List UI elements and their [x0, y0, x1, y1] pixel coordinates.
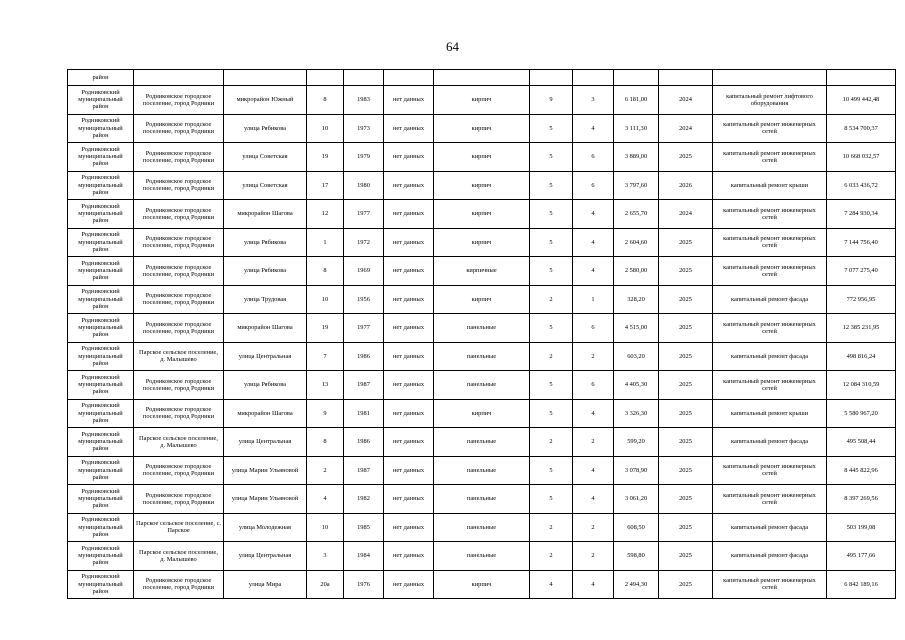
cost-cell: 7 144 756,40	[827, 228, 896, 257]
area-cell: 6 181,00	[614, 86, 659, 115]
renovation-year-cell: нет данных	[384, 371, 434, 400]
entrances-cell: 4	[573, 228, 614, 257]
work-type-cell: капитальный ремонт фасада	[713, 513, 827, 542]
plan-year-cell: 2025	[659, 570, 713, 599]
wall-material-cell: панельные	[434, 342, 530, 371]
table-row	[68, 428, 896, 457]
work-type-cell: капитальный ремонт инженерных сетей	[713, 228, 827, 257]
district-cell: Родниковский муниципальный район	[68, 513, 134, 542]
renovation-year-cell: нет данных	[384, 143, 434, 172]
house-number-cell: 10	[307, 114, 344, 143]
renovation-year-cell: нет данных	[384, 485, 434, 514]
street-cell: улица Рябикова	[224, 228, 307, 257]
street-cell: улица Центральная	[224, 342, 307, 371]
entrances-cell: 4	[573, 399, 614, 428]
renovation-year-cell: нет данных	[384, 314, 434, 343]
build-year-cell: 1977	[344, 200, 384, 229]
renovation-year-cell: нет данных	[384, 114, 434, 143]
district-cell: Родниковский муниципальный район	[68, 86, 134, 115]
build-year-cell: 1976	[344, 570, 384, 599]
plan-year-cell: 2025	[659, 371, 713, 400]
table-row	[68, 456, 896, 485]
plan-year-cell: 2025	[659, 485, 713, 514]
house-number-cell: 12	[307, 200, 344, 229]
house-number-cell: 8	[307, 257, 344, 286]
district-cell: Родниковский муниципальный район	[68, 570, 134, 599]
work-type-cell: капитальный ремонт инженерных сетей	[713, 314, 827, 343]
cost-cell: 5 580 967,20	[827, 399, 896, 428]
street-cell: микрорайон Шагова	[224, 200, 307, 229]
area-cell: 3 797,60	[614, 171, 659, 200]
floors-cell: 5	[530, 114, 573, 143]
district-cell: Родниковский муниципальный район	[68, 371, 134, 400]
street-cell: улица Центральная	[224, 428, 307, 457]
area-cell: 2 655,70	[614, 200, 659, 229]
table-row	[68, 513, 896, 542]
wall-material-cell: панельные	[434, 428, 530, 457]
build-year-cell: 1987	[344, 456, 384, 485]
house-number-cell: 17	[307, 171, 344, 200]
build-year-cell: 1979	[344, 143, 384, 172]
area-cell: 603,20	[614, 342, 659, 371]
plan-year-cell: 2025	[659, 228, 713, 257]
cost-cell: 10 668 032,57	[827, 143, 896, 172]
area-cell: 3 111,30	[614, 114, 659, 143]
street-cell: улица Марии Ульяновой	[224, 485, 307, 514]
house-number-cell: 20а	[307, 570, 344, 599]
plan-year-cell: 2025	[659, 542, 713, 571]
entrances-cell: 4	[573, 200, 614, 229]
cost-cell: 12 084 310,59	[827, 371, 896, 400]
street-cell: улица Трудовая	[224, 285, 307, 314]
area-cell: 2 580,00	[614, 257, 659, 286]
work-type-cell: капитальный ремонт инженерных сетей	[713, 114, 827, 143]
plan-year-cell: 2024	[659, 114, 713, 143]
entrances-cell: 6	[573, 371, 614, 400]
entrances-cell: 1	[573, 285, 614, 314]
wall-material-cell: кирпич	[434, 171, 530, 200]
floors-cell: 5	[530, 228, 573, 257]
house-number-cell: 10	[307, 513, 344, 542]
entrances-cell: 2	[573, 513, 614, 542]
street-cell: улица Рябикова	[224, 114, 307, 143]
work-type-cell: капитальный ремонт инженерных сетей	[713, 371, 827, 400]
wall-material-cell: кирпич	[434, 285, 530, 314]
entrances-cell: 4	[573, 456, 614, 485]
district-cell: Родниковский муниципальный район	[68, 456, 134, 485]
build-year-cell: 1982	[344, 485, 384, 514]
house-number-cell: 9	[307, 399, 344, 428]
wall-material-cell: панельные	[434, 314, 530, 343]
build-year-cell: 1983	[344, 86, 384, 115]
floors-cell: 2	[530, 342, 573, 371]
district-cell: Родниковский муниципальный район	[68, 314, 134, 343]
street-cell: микрорайон Южный	[224, 86, 307, 115]
wall-material-cell: панельные	[434, 513, 530, 542]
plan-year-cell: 2026	[659, 171, 713, 200]
continuation-row	[68, 70, 896, 86]
area-cell: 608,50	[614, 513, 659, 542]
build-year-cell: 1980	[344, 171, 384, 200]
work-type-cell: капитальный ремонт фасада	[713, 342, 827, 371]
settlement-cell: Родниковское городское поселение, город Родники	[134, 228, 224, 257]
area-cell: 328,20	[614, 285, 659, 314]
cost-cell: 772 956,95	[827, 285, 896, 314]
renovation-year-cell: нет данных	[384, 228, 434, 257]
district-cell: Родниковский муниципальный район	[68, 228, 134, 257]
wall-material-cell: кирпич	[434, 86, 530, 115]
table-row	[68, 86, 896, 115]
plan-year-cell: 2025	[659, 456, 713, 485]
wall-material-cell: кирпичные	[434, 257, 530, 286]
wall-material-cell: кирпич	[434, 200, 530, 229]
entrances-cell: 2	[573, 428, 614, 457]
district-cell: Родниковский муниципальный район	[68, 171, 134, 200]
cost-cell: 7 077 275,40	[827, 257, 896, 286]
renovation-year-cell: нет данных	[384, 171, 434, 200]
wall-material-cell: кирпич	[434, 143, 530, 172]
district-cell: Родниковский муниципальный район	[68, 257, 134, 286]
plan-year-cell: 2025	[659, 285, 713, 314]
renovation-year-cell: нет данных	[384, 542, 434, 571]
floors-cell: 5	[530, 399, 573, 428]
floors-cell: 5	[530, 371, 573, 400]
build-year-cell: 1969	[344, 257, 384, 286]
settlement-cell: Парское сельское поселение, с. Парское	[134, 513, 224, 542]
work-type-cell: капитальный ремонт инженерных сетей	[713, 485, 827, 514]
cost-cell: 7 284 930,34	[827, 200, 896, 229]
cost-cell: 6 033 436,72	[827, 171, 896, 200]
renovation-year-cell: нет данных	[384, 428, 434, 457]
entrances-cell: 6	[573, 171, 614, 200]
table-row	[68, 542, 896, 571]
build-year-cell: 1977	[344, 314, 384, 343]
street-cell: улица Рябикова	[224, 257, 307, 286]
cost-cell: 8 445 822,96	[827, 456, 896, 485]
renovation-year-cell: нет данных	[384, 200, 434, 229]
cost-cell: 8 534 700,37	[827, 114, 896, 143]
cost-cell: 6 842 189,16	[827, 570, 896, 599]
table-row	[68, 342, 896, 371]
district-cell: Родниковский муниципальный район	[68, 285, 134, 314]
settlement-cell: Родниковское городское поселение, город Родники	[134, 86, 224, 115]
floors-cell: 5	[530, 456, 573, 485]
area-cell: 598,80	[614, 542, 659, 571]
floors-cell: 2	[530, 428, 573, 457]
settlement-cell: Родниковское городское поселение, город Родники	[134, 485, 224, 514]
table-row	[68, 114, 896, 143]
settlement-cell: Родниковское городское поселение, город Родники	[134, 257, 224, 286]
entrances-cell: 2	[573, 542, 614, 571]
renovation-year-cell: нет данных	[384, 456, 434, 485]
plan-year-cell: 2025	[659, 257, 713, 286]
settlement-cell: Родниковское городское поселение, город Родники	[134, 456, 224, 485]
area-cell: 599,20	[614, 428, 659, 457]
district-cell: Родниковский муниципальный район	[68, 428, 134, 457]
floors-cell: 4	[530, 570, 573, 599]
work-type-cell: капитальный ремонт крыши	[713, 171, 827, 200]
district-cell: Родниковский муниципальный район	[68, 143, 134, 172]
area-cell: 3 326,30	[614, 399, 659, 428]
table-row	[68, 399, 896, 428]
floors-cell: 5	[530, 143, 573, 172]
street-cell: улица Марии Ульяновой	[224, 456, 307, 485]
table-row	[68, 285, 896, 314]
settlement-cell: Родниковское городское поселение, город Родники	[134, 171, 224, 200]
plan-year-cell: 2025	[659, 342, 713, 371]
entrances-cell: 4	[573, 485, 614, 514]
table-row	[68, 485, 896, 514]
district-cell: Родниковский муниципальный район	[68, 485, 134, 514]
build-year-cell: 1985	[344, 513, 384, 542]
area-cell: 4 405,30	[614, 371, 659, 400]
settlement-cell: Родниковское городское поселение, город Родники	[134, 285, 224, 314]
work-type-cell: капитальный ремонт инженерных сетей	[713, 200, 827, 229]
renovation-year-cell: нет данных	[384, 513, 434, 542]
street-cell: улица Центральная	[224, 542, 307, 571]
work-type-cell: капитальный ремонт инженерных сетей	[713, 257, 827, 286]
area-cell: 3 889,00	[614, 143, 659, 172]
entrances-cell: 4	[573, 570, 614, 599]
settlement-cell: Родниковское городское поселение, город Родники	[134, 371, 224, 400]
district-cell: Родниковский муниципальный район	[68, 342, 134, 371]
wall-material-cell: кирпич	[434, 399, 530, 428]
area-cell: 2 604,60	[614, 228, 659, 257]
table-row	[68, 200, 896, 229]
work-type-cell: капитальный ремонт фасада	[713, 542, 827, 571]
house-number-cell: 8	[307, 86, 344, 115]
district-cell: Родниковский муниципальный район	[68, 200, 134, 229]
wall-material-cell: кирпич	[434, 570, 530, 599]
street-cell: улица Советская	[224, 143, 307, 172]
wall-material-cell: кирпич	[434, 114, 530, 143]
plan-year-cell: 2025	[659, 513, 713, 542]
street-cell: микрорайон Шагова	[224, 399, 307, 428]
work-type-cell: капитальный ремонт инженерных сетей	[713, 456, 827, 485]
build-year-cell: 1987	[344, 371, 384, 400]
house-number-cell: 8	[307, 428, 344, 457]
wall-material-cell: панельные	[434, 456, 530, 485]
plan-year-cell: 2025	[659, 143, 713, 172]
renovation-year-cell: нет данных	[384, 570, 434, 599]
entrances-cell: 4	[573, 114, 614, 143]
floors-cell: 2	[530, 542, 573, 571]
area-cell: 2 494,30	[614, 570, 659, 599]
cost-cell: 8 397 269,56	[827, 485, 896, 514]
table-row	[68, 257, 896, 286]
renovation-year-cell: нет данных	[384, 257, 434, 286]
house-number-cell: 19	[307, 314, 344, 343]
renovation-year-cell: нет данных	[384, 399, 434, 428]
work-type-cell: капитальный ремонт фасада	[713, 285, 827, 314]
house-number-cell: 1	[307, 228, 344, 257]
table-row	[68, 228, 896, 257]
cost-cell: 10 499 442,48	[827, 86, 896, 115]
entrances-cell: 6	[573, 143, 614, 172]
build-year-cell: 1981	[344, 399, 384, 428]
area-cell: 3 078,90	[614, 456, 659, 485]
page-number: 64	[446, 39, 459, 54]
wall-material-cell: панельные	[434, 485, 530, 514]
floors-cell: 9	[530, 86, 573, 115]
district-cell: Родниковский муниципальный район	[68, 399, 134, 428]
entrances-cell: 6	[573, 314, 614, 343]
build-year-cell: 1973	[344, 114, 384, 143]
floors-cell: 5	[530, 257, 573, 286]
settlement-cell: Родниковское городское поселение, город Родники	[134, 570, 224, 599]
work-type-cell: капитальный ремонт фасада	[713, 428, 827, 457]
house-number-cell: 4	[307, 485, 344, 514]
work-type-cell: капитальный ремонт инженерных сетей	[713, 570, 827, 599]
district-cell: Родниковский муниципальный район	[68, 114, 134, 143]
settlement-cell: Родниковское городское поселение, город Родники	[134, 314, 224, 343]
floors-cell: 5	[530, 314, 573, 343]
area-cell: 3 061,20	[614, 485, 659, 514]
cost-cell: 498 816,24	[827, 342, 896, 371]
house-number-cell: 3	[307, 542, 344, 571]
table-row	[68, 143, 896, 172]
plan-year-cell: 2025	[659, 314, 713, 343]
wall-material-cell: панельные	[434, 542, 530, 571]
build-year-cell: 1984	[344, 542, 384, 571]
street-cell: улица Советская	[224, 171, 307, 200]
build-year-cell: 1986	[344, 428, 384, 457]
entrances-cell: 3	[573, 86, 614, 115]
renovation-year-cell: нет данных	[384, 342, 434, 371]
street-cell: улица Рябикова	[224, 371, 307, 400]
work-type-cell: капитальный ремонт лифтового оборудования	[713, 86, 827, 115]
settlement-cell: Парское сельское поселение, д. Малышево	[134, 342, 224, 371]
settlement-cell: Родниковское городское поселение, город Родники	[134, 114, 224, 143]
cost-cell: 495 508,44	[827, 428, 896, 457]
work-type-cell: капитальный ремонт инженерных сетей	[713, 143, 827, 172]
floors-cell: 5	[530, 171, 573, 200]
table-row	[68, 570, 896, 599]
district-cell: Родниковский муниципальный район	[68, 542, 134, 571]
build-year-cell: 1986	[344, 342, 384, 371]
house-number-cell: 10	[307, 285, 344, 314]
renovation-year-cell: нет данных	[384, 86, 434, 115]
house-number-cell: 19	[307, 143, 344, 172]
renovation-year-cell: нет данных	[384, 285, 434, 314]
plan-year-cell: 2024	[659, 200, 713, 229]
entrances-cell: 2	[573, 342, 614, 371]
settlement-cell: Родниковское городское поселение, город Родники	[134, 399, 224, 428]
floors-cell: 2	[530, 513, 573, 542]
street-cell: улица Мира	[224, 570, 307, 599]
area-cell: 4 515,00	[614, 314, 659, 343]
district-cell: район	[68, 70, 134, 86]
floors-cell: 2	[530, 285, 573, 314]
wall-material-cell: кирпич	[434, 228, 530, 257]
settlement-cell: Парское сельское поселение, д. Малышево	[134, 428, 224, 457]
house-number-cell: 2	[307, 456, 344, 485]
settlement-cell: Родниковское городское поселение, город Родники	[134, 143, 224, 172]
entrances-cell: 4	[573, 257, 614, 286]
plan-year-cell: 2024	[659, 86, 713, 115]
plan-year-cell: 2025	[659, 428, 713, 457]
settlement-cell: Парское сельское поселение, д. Малышево	[134, 542, 224, 571]
work-type-cell: капитальный ремонт крыши	[713, 399, 827, 428]
housing-repair-table	[67, 69, 896, 599]
plan-year-cell: 2025	[659, 399, 713, 428]
street-cell: улица Молодежная	[224, 513, 307, 542]
floors-cell: 5	[530, 485, 573, 514]
floors-cell: 5	[530, 200, 573, 229]
cost-cell: 503 199,08	[827, 513, 896, 542]
table-row	[68, 314, 896, 343]
build-year-cell: 1956	[344, 285, 384, 314]
cost-cell: 495 177,66	[827, 542, 896, 571]
build-year-cell: 1972	[344, 228, 384, 257]
table-row	[68, 371, 896, 400]
cost-cell: 12 385 231,95	[827, 314, 896, 343]
house-number-cell: 7	[307, 342, 344, 371]
wall-material-cell: панельные	[434, 371, 530, 400]
street-cell: микрорайон Шагова	[224, 314, 307, 343]
table-row	[68, 171, 896, 200]
settlement-cell: Родниковское городское поселение, город Родники	[134, 200, 224, 229]
house-number-cell: 13	[307, 371, 344, 400]
